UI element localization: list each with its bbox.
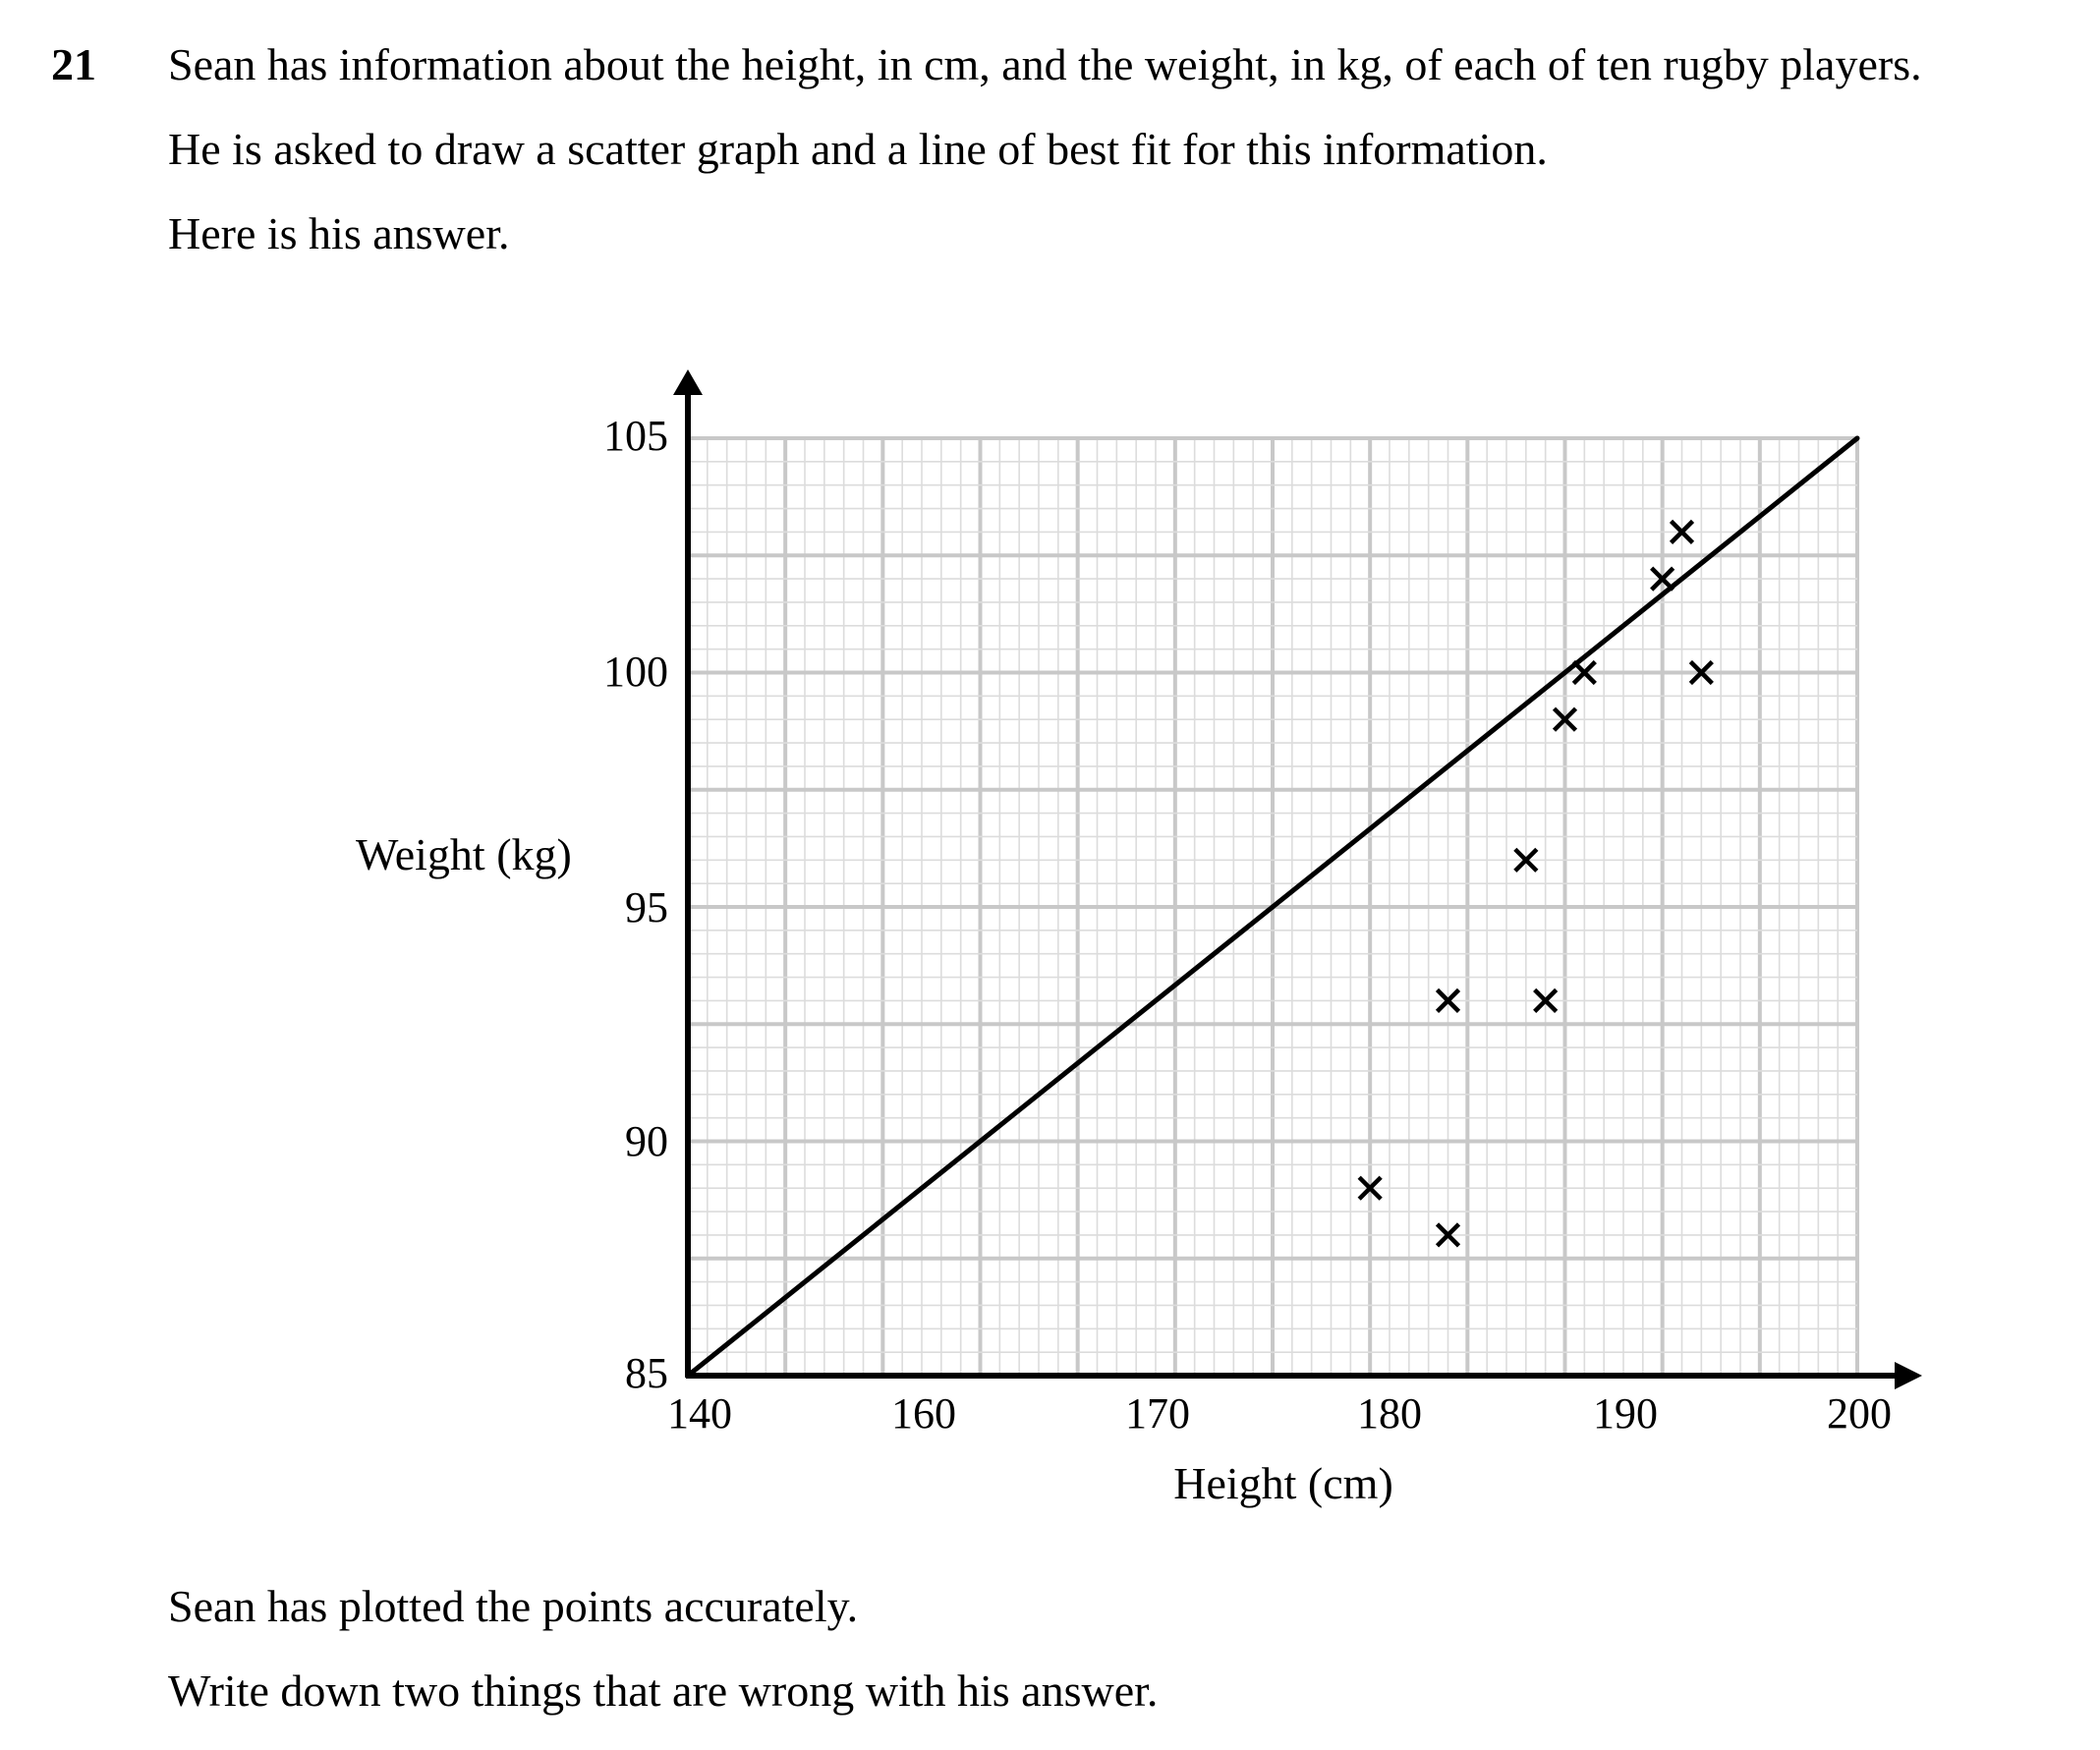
- question-intro-line-1: Sean has information about the height, in cm, and the weight, in kg, of each of ten rugby players.: [168, 39, 1922, 89]
- x-tick-label: 170: [1125, 1389, 1190, 1438]
- x-axis-arrowhead: [1895, 1362, 1922, 1389]
- question-after-line-1: Sean has plotted the points accurately.: [168, 1581, 859, 1631]
- x-tick-label: 160: [891, 1389, 956, 1438]
- x-tick-label: 140: [667, 1389, 732, 1438]
- y-tick-label: 90: [625, 1117, 668, 1165]
- y-axis-title: Weight (kg): [356, 829, 572, 879]
- x-tick-label: 190: [1593, 1389, 1658, 1438]
- y-axis-arrowhead: [673, 369, 703, 395]
- x-tick-label: 180: [1357, 1389, 1422, 1438]
- y-tick-label: 105: [603, 412, 668, 460]
- question-after-line-2: Write down two things that are wrong with his answer.: [168, 1665, 1159, 1716]
- y-tick-label: 100: [603, 648, 668, 696]
- x-tick-label: 200: [1827, 1389, 1892, 1438]
- question-number: 21: [51, 39, 96, 89]
- question-intro-line-3: Here is his answer.: [168, 208, 510, 258]
- question-intro-line-2: He is asked to draw a scatter graph and a line of best fit for this information.: [168, 124, 1548, 174]
- x-axis-title: Height (cm): [1173, 1458, 1393, 1508]
- y-tick-label: 95: [625, 883, 668, 931]
- y-tick-label: 85: [625, 1349, 668, 1397]
